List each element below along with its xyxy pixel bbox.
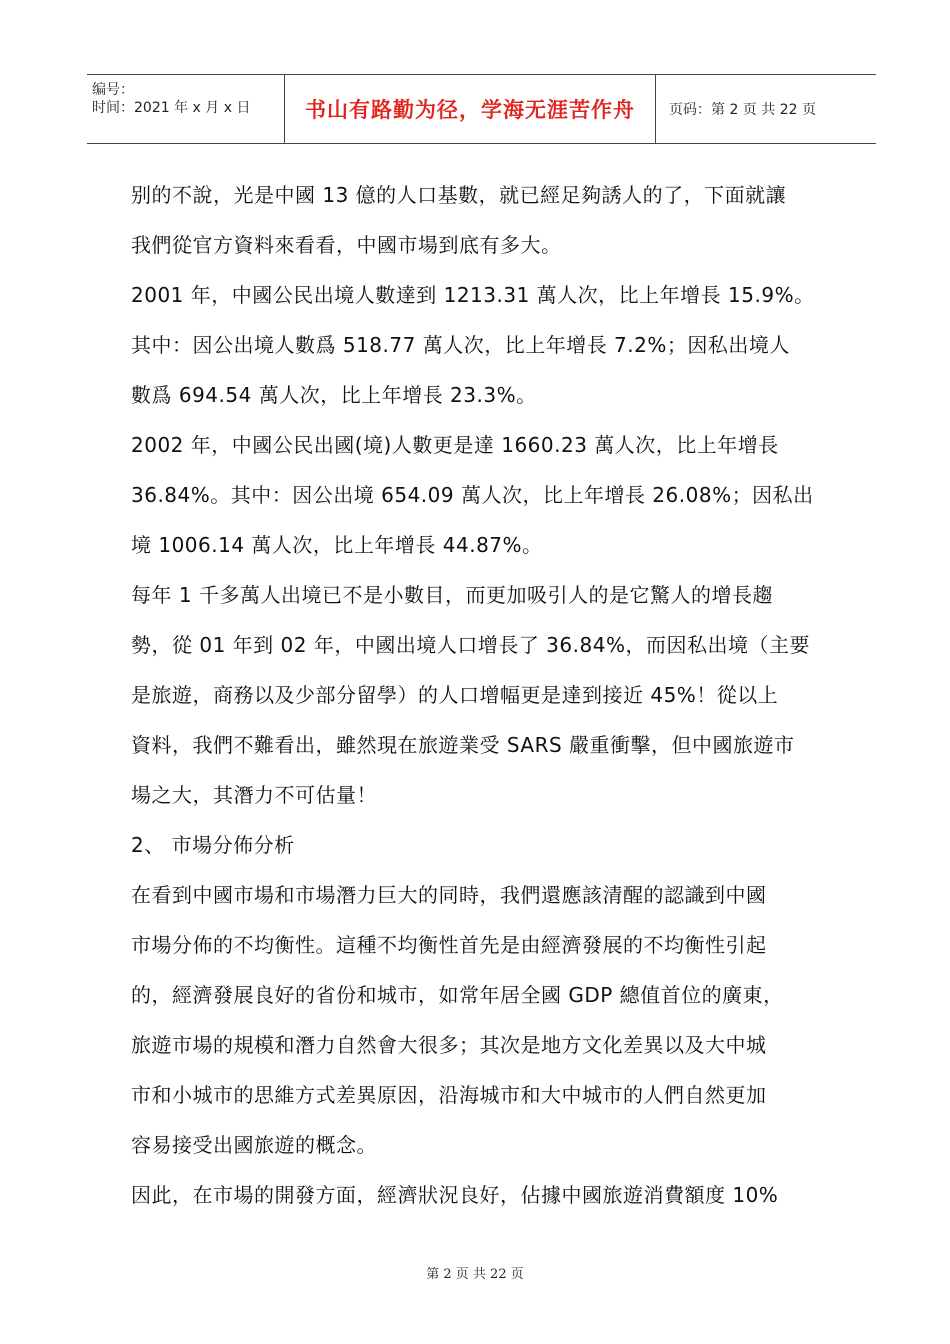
header-divider [655, 75, 656, 143]
body-line: 2001 年，中國公民出境人數達到 1213.31 萬人次，比上年增長 15.9%。 [131, 283, 815, 307]
body-line: 市場分佈的不均衡性。這種不均衡性首先是由經濟發展的不均衡性引起 [131, 933, 767, 957]
body-line: 是旅遊，商務以及少部分留學）的人口增幅更是達到接近 45%！從以上 [131, 683, 779, 707]
document-body [131, 170, 831, 1220]
header-motto: 书山有路勤为径，学海无涯苦作舟 [305, 98, 635, 122]
body-line: 境 1006.14 萬人次，比上年增長 44.87%。 [131, 533, 543, 557]
body-line: 在看到中國市場和市場潛力巨大的同時，我們還應該清醒的認識到中國 [131, 883, 767, 907]
body-line: 2002 年，中國公民出國(境)人數更是達 1660.23 萬人次，比上年增長 [131, 433, 779, 457]
body-line: 數爲 694.54 萬人次，比上年增長 23.3%。 [131, 383, 537, 407]
body-line: 36.84%。其中：因公出境 654.09 萬人次，比上年增長 26.08%；因私出 [131, 483, 814, 507]
body-line: 市和小城市的思維方式差異原因，沿海城市和大中城市的人們自然更加 [131, 1083, 767, 1107]
document-number-label: 编号： [92, 82, 134, 98]
body-line: 我們從官方資料來看看，中國市場到底有多大。 [131, 233, 562, 257]
header-page-info: 页码：第 2 页 共 22 页 [669, 102, 816, 118]
section-heading: 2、 市場分佈分析 [131, 833, 295, 857]
body-line: 容易接受出國旅遊的概念。 [131, 1133, 377, 1157]
body-line: 因此，在市場的開發方面，經濟狀況良好，佔據中國旅遊消費額度 10% [131, 1183, 779, 1207]
page-header [87, 74, 876, 144]
header-meta [92, 81, 250, 117]
body-line: 資料，我們不難看出，雖然現在旅遊業受 SARS 嚴重衝擊，但中國旅遊市 [131, 733, 795, 757]
body-line: 每年 1 千多萬人出境已不是小數目，而更加吸引人的是它驚人的增長趨 [131, 583, 773, 607]
page-footer: 第 2 页 共 22 页 [426, 1267, 524, 1282]
body-line: 勢，從 01 年到 02 年，中國出境人口增長了 36.84%，而因私出境（主要 [131, 633, 810, 657]
body-line: 旅遊市場的規模和潛力自然會大很多；其次是地方文化差異以及大中城 [131, 1033, 767, 1057]
document-time: 时间：2021 年 x 月 x 日 [92, 100, 251, 116]
body-line: 的，經濟發展良好的省份和城市，如常年居全國 GDP 總值首位的廣東， [131, 983, 784, 1007]
body-line: 别的不說，光是中國 13 億的人口基數，就已經足夠誘人的了，下面就讓 [131, 183, 787, 207]
body-line: 其中：因公出境人數爲 518.77 萬人次，比上年增長 7.2%；因私出境人 [131, 333, 790, 357]
body-line: 場之大，其潛力不可估量！ [131, 783, 377, 807]
